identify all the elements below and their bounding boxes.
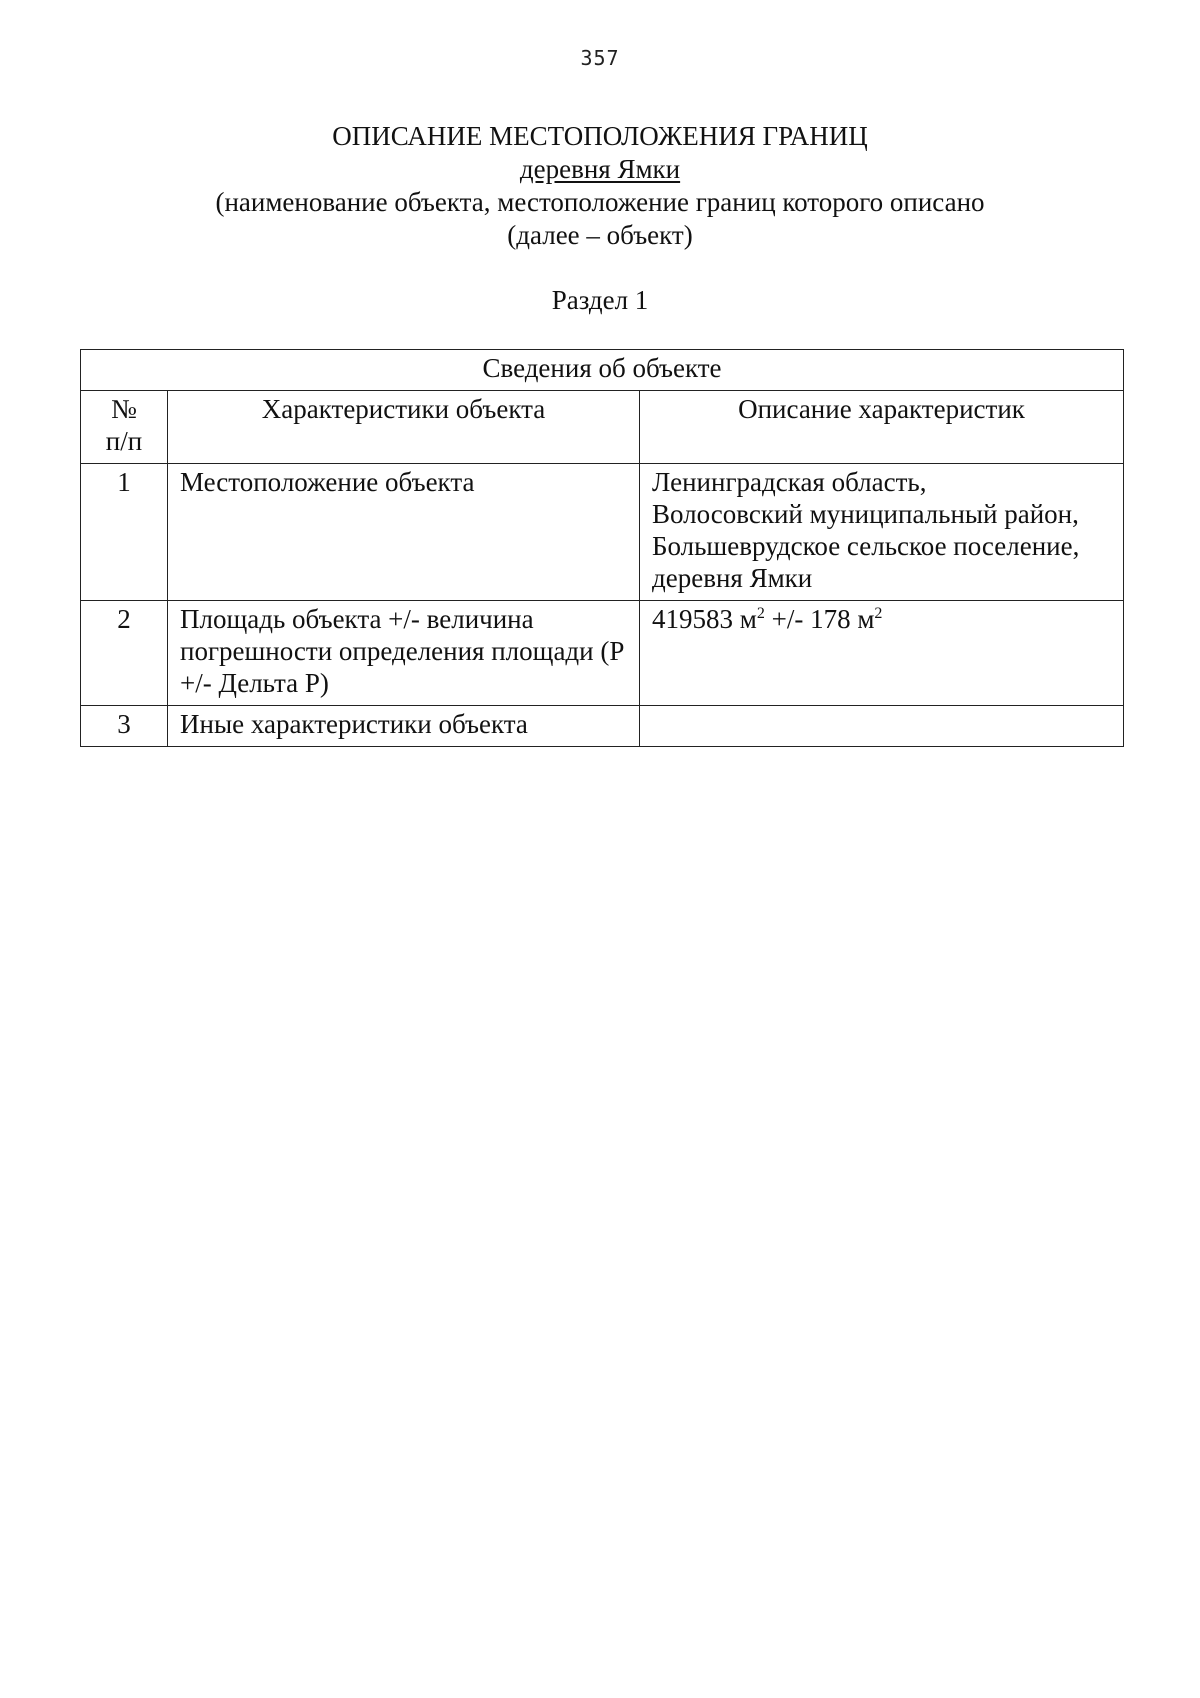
row-characteristic: Площадь объекта +/- величина погрешности определения площади (Р +/- Дельта Р) xyxy=(168,601,640,706)
row-description xyxy=(640,706,1124,747)
object-info-table xyxy=(80,349,1124,747)
row-characteristic: Иные характеристики объекта xyxy=(168,706,640,747)
table-row xyxy=(81,601,1124,706)
area-unit-exponent: 2 xyxy=(756,605,765,622)
area-value: 419583 м xyxy=(652,604,757,634)
row-description: Ленинградская область, Волосовский муниципальный район, Большеврудское сельское поселение, деревня Ямки xyxy=(640,464,1124,601)
column-header-description: Описание характеристик xyxy=(640,391,1124,464)
area-tolerance: +/- 178 м xyxy=(764,604,875,634)
table-header-row xyxy=(81,391,1124,464)
column-header-number: № п/п xyxy=(81,391,168,464)
tolerance-unit-exponent: 2 xyxy=(874,605,883,622)
page-number: 357 xyxy=(580,46,620,70)
document-title: ОПИСАНИЕ МЕСТОПОЛОЖЕНИЯ ГРАНИЦ xyxy=(332,121,868,151)
row-number: 3 xyxy=(81,706,168,747)
column-header-characteristic: Характеристики объекта xyxy=(168,391,640,464)
table-row xyxy=(81,464,1124,601)
table-caption-row xyxy=(81,350,1124,391)
table-row xyxy=(81,706,1124,747)
table-caption: Сведения об объекте xyxy=(81,350,1124,391)
section-title: Раздел 1 xyxy=(551,285,649,315)
row-characteristic: Местоположение объекта xyxy=(168,464,640,601)
row-description xyxy=(640,601,1124,706)
row-number: 1 xyxy=(81,464,168,601)
object-name-caption: (наименование объекта, местоположение границ которого описано xyxy=(215,187,985,217)
object-name-caption-continued: (далее – объект) xyxy=(507,220,693,250)
document-heading xyxy=(0,120,1200,252)
row-number: 2 xyxy=(81,601,168,706)
object-name: деревня Ямки xyxy=(519,154,681,184)
